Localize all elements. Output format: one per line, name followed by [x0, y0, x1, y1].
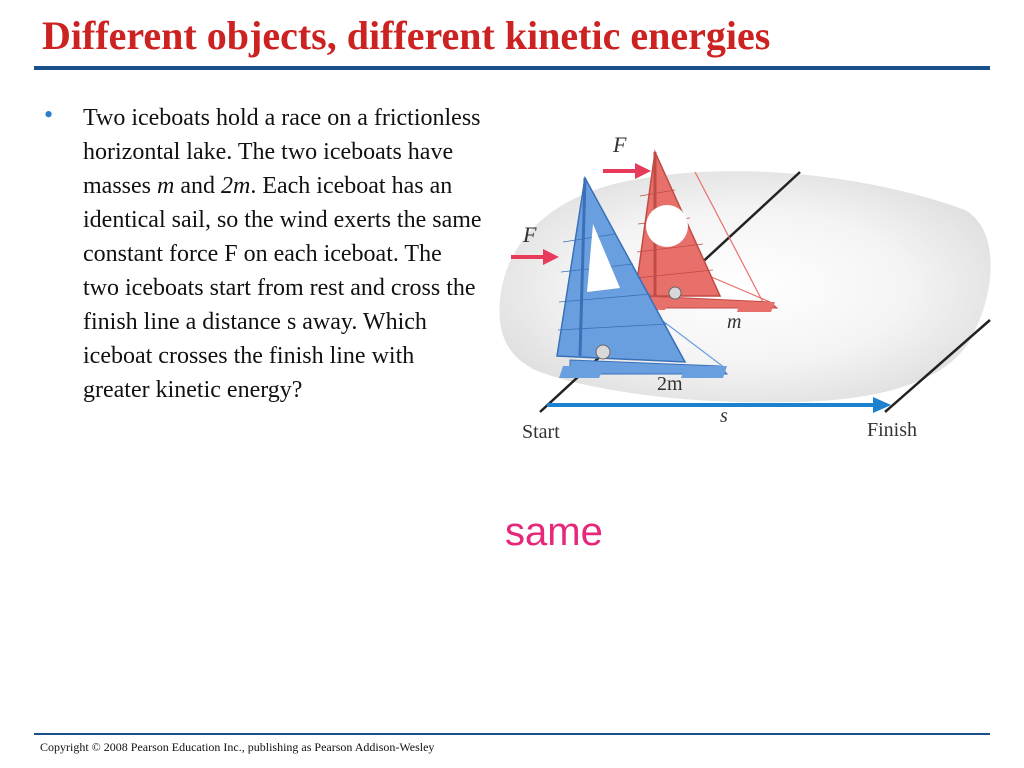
force-label-red: F [613, 132, 627, 157]
question-text-2: and [174, 173, 221, 199]
bullet-question [83, 101, 483, 407]
answer-text: same [505, 510, 603, 554]
slide-title: Different objects, different kinetic energies [42, 13, 771, 58]
mass-label-red: m [727, 311, 742, 333]
mass-2m: 2m [221, 173, 251, 199]
iceboat-diagram [495, 130, 995, 460]
footer-divider [34, 733, 990, 735]
bullet-marker: • [44, 100, 54, 129]
force-arrow-red [603, 163, 651, 179]
title-divider [34, 66, 990, 70]
copyright-footer: Copyright © 2008 Pearson Education Inc., publishing as Pearson Addison-Wesley [40, 740, 435, 754]
question-text-1: Two iceboats hold a race on a frictionless horizontal lake. The two iceboats have masses [83, 105, 481, 199]
start-label: Start [522, 421, 560, 443]
mass-label-blue: 2m [657, 373, 683, 395]
finish-label: Finish [867, 419, 918, 441]
red-sail-emblem [646, 205, 688, 247]
question-text-3: . Each iceboat has an identical sail, so the wind exerts the same constant force F on each iceboat. The two iceboats start from rest and cross the finish line a distance s away. Which iceboat crosses the finish line with greater kinetic energy? [83, 173, 482, 403]
iceboat-figure [495, 130, 995, 465]
mass-m: m [157, 173, 175, 199]
distance-label: s [720, 405, 728, 427]
force-label-blue: F [523, 222, 537, 247]
